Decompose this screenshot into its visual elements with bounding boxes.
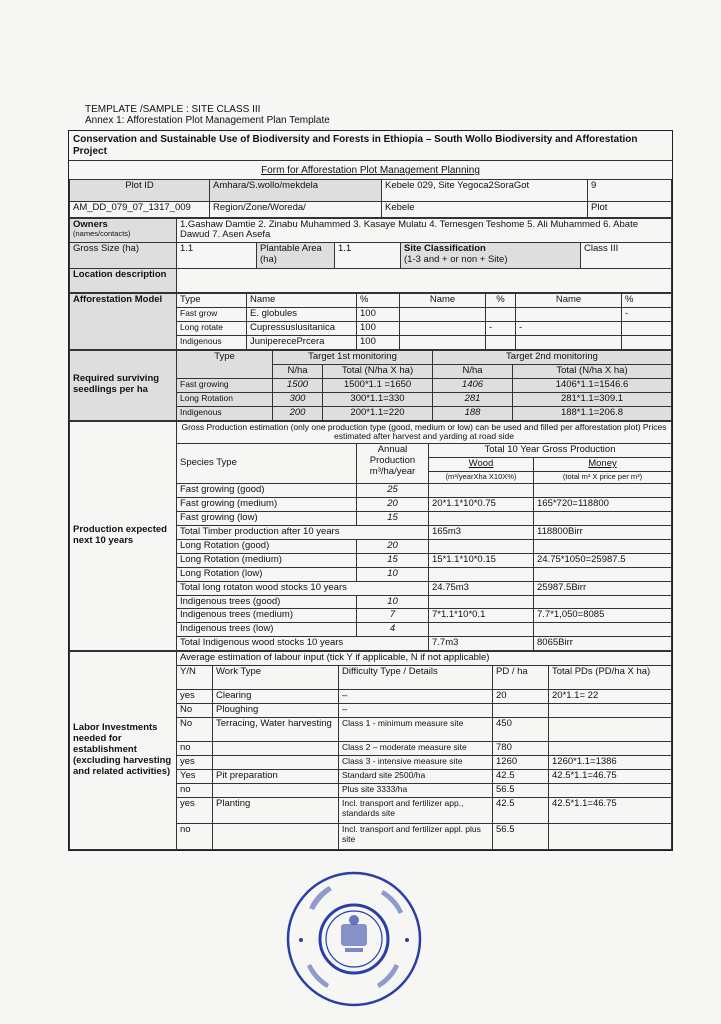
seedling-n1: 300 [273, 392, 323, 406]
region-label: Region/Zone/Woreda/ [210, 201, 382, 217]
production-row-money [534, 567, 672, 581]
labor-header-pd: PD / ha [493, 666, 549, 690]
seedling-t2: 281*1.1=309.1 [513, 392, 672, 406]
labor-diff: – [339, 704, 493, 718]
labor-work: Terracing, Water harvesting [213, 718, 339, 742]
seedling-n2: 1406 [433, 378, 513, 392]
labor-diff: Incl. transport and fertilizer appl. plus site [339, 823, 493, 849]
site-class-label: Site Classification [404, 243, 486, 255]
seedling-t1: 200*1.1=220 [323, 406, 433, 420]
official-stamp [283, 868, 425, 1010]
region-value: Amhara/S.wollo/mekdela [210, 179, 382, 201]
money-header: Money [534, 458, 672, 472]
production-total-name: Total Indigenous wood stocks 10 years [177, 637, 429, 651]
model-row-cell: - [516, 322, 622, 336]
owners-value: 1.Gashaw Damtie 2. Zinabu Muhammed 3. Kasaye Mulatu 4. Temesgen Teshome 5. Ali Muhammed 6. Abate Dawud 7. Asen Asefa [177, 218, 672, 243]
model-row-cell: - [486, 322, 516, 336]
production-total-money: 118800Birr [534, 525, 672, 539]
owners-sublabel: (names/contacts) [73, 229, 131, 239]
production-row-annual: 4 [357, 623, 429, 637]
plot-label: Plot [588, 201, 672, 217]
labor-header-total: Total PDs (PD/ha X ha) [549, 666, 672, 690]
model-header-type: Type [177, 294, 247, 308]
labor-diff: Standard site 2500/ha [339, 769, 493, 783]
model-row-cell [486, 308, 516, 322]
afforestation-model-label: Afforestation Model [70, 294, 177, 350]
nha-header: N/ha [273, 364, 323, 378]
labor-yn: Yes [177, 769, 213, 783]
labor-header-diff: Difficulty Type / Details [339, 666, 493, 690]
labor-diff: – [339, 690, 493, 704]
production-row-annual: 10 [357, 567, 429, 581]
plot-value: 9 [588, 179, 672, 201]
gross-size-value: 1.1 [177, 243, 257, 269]
labor-diff: Incl. transport and fertilizer app., standards site [339, 797, 493, 823]
seedling-t1: 1500*1.1 =1650 [323, 378, 433, 392]
labor-work [213, 742, 339, 756]
production-row-money: 165*720=118800 [534, 497, 672, 511]
production-row-name: Indigenous trees (low) [177, 623, 357, 637]
model-row-name: E. globules [247, 308, 357, 322]
labor-total [549, 704, 672, 718]
labor-diff: Class 2 – moderate measure site [339, 742, 493, 756]
labor-pd: 780 [493, 742, 549, 756]
location-label: Location description [70, 269, 177, 293]
production-row-money [534, 511, 672, 525]
production-row-name: Long Rotation (good) [177, 539, 357, 553]
labor-work: Ploughing [213, 704, 339, 718]
seedling-n1: 1500 [273, 378, 323, 392]
model-row-type: Long rotate [177, 322, 247, 336]
seedling-t2: 188*1.1=206.8 [513, 406, 672, 420]
labor-total: 1260*1.1=1386 [549, 756, 672, 770]
production-row-name: Indigenous trees (medium) [177, 609, 357, 623]
labor-header-work: Work Type [213, 666, 339, 690]
target1-header: Target 1st monitoring [273, 351, 433, 365]
labor-table [69, 651, 672, 849]
production-row-money [534, 595, 672, 609]
labor-total [549, 783, 672, 797]
production-total-name: Total long rotaton wood stocks 10 years [177, 581, 429, 595]
plantable-label: Plantable Area (ha) [257, 243, 335, 269]
model-row-cell [400, 322, 486, 336]
model-row-type: Indigenous [177, 336, 247, 350]
template-header: TEMPLATE /SAMPLE : SITE CLASS III [85, 104, 261, 115]
total10-header: Total 10 Year Gross Production [429, 444, 672, 458]
labor-work: Planting [213, 797, 339, 823]
form-title: Form for Afforestation Plot Management Planning [261, 165, 480, 176]
model-row-cell [400, 336, 486, 350]
model-row-type: Fast grow [177, 308, 247, 322]
production-row-annual: 15 [357, 511, 429, 525]
production-row-annual: 20 [357, 539, 429, 553]
model-row-cell [400, 308, 486, 322]
labor-total [549, 742, 672, 756]
production-total-wood: 24.75m3 [429, 581, 534, 595]
target2-header: Target 2nd monitoring [433, 351, 672, 365]
labor-work [213, 783, 339, 797]
labor-work: Clearing [213, 690, 339, 704]
total2-header: Total (N/ha X ha) [513, 364, 672, 378]
production-row-annual: 7 [357, 609, 429, 623]
seedling-type: Indigenous [177, 406, 273, 420]
production-total-name: Total Timber production after 10 years [177, 525, 429, 539]
owners-label-cell [70, 218, 177, 243]
plantable-value: 1.1 [335, 243, 401, 269]
production-total-wood: 7.7m3 [429, 637, 534, 651]
labor-yn: yes [177, 797, 213, 823]
seedling-type: Fast growing [177, 378, 273, 392]
labor-pd: 20 [493, 690, 549, 704]
production-row-wood: 7*1.1*10*0.1 [429, 609, 534, 623]
production-row-money [534, 539, 672, 553]
labor-diff: Plus site 3333/ha [339, 783, 493, 797]
plot-id-value: AM_DD_079_07_1317_009 [70, 201, 210, 217]
model-row-name: JuniperecePrcera [247, 336, 357, 350]
seedlings-table [69, 350, 672, 421]
labor-yn: No [177, 718, 213, 742]
production-total-money: 8065Birr [534, 637, 672, 651]
production-row-wood [429, 623, 534, 637]
seedling-t2: 1406*1.1=1546.6 [513, 378, 672, 392]
labor-diff: Class 3 - intensive measure site [339, 756, 493, 770]
labor-yn: yes [177, 690, 213, 704]
production-row-wood: 20*1.1*10*0.75 [429, 497, 534, 511]
model-header-pct-3: % [622, 294, 672, 308]
annex-title: Annex 1: Afforestation Plot Management Plan Template [85, 115, 330, 126]
seedling-n1: 200 [273, 406, 323, 420]
production-row-wood: 15*1.1*10*0.15 [429, 553, 534, 567]
labor-yn: no [177, 783, 213, 797]
model-row-pct: 100 [357, 322, 400, 336]
model-header-pct-2: % [486, 294, 516, 308]
labor-yn: no [177, 823, 213, 849]
production-row-name: Fast growing (medium) [177, 497, 357, 511]
production-row-wood [429, 595, 534, 609]
model-header-name-2: Name [400, 294, 486, 308]
production-row-wood [429, 484, 534, 498]
wood-header: Wood [429, 458, 534, 472]
production-row-wood [429, 539, 534, 553]
plot-id-label: Plot ID [70, 179, 210, 201]
labor-pd: 450 [493, 718, 549, 742]
labor-work: Pit preparation [213, 769, 339, 783]
model-row-cell [622, 336, 672, 350]
production-table [69, 421, 672, 652]
labor-work [213, 823, 339, 849]
labor-label: Labor Investments needed for establishment (excluding harvesting and related activities) [70, 652, 177, 849]
production-row-name: Long Rotation (medium) [177, 553, 357, 567]
labor-yn: no [177, 742, 213, 756]
wood-subheader: (m³/yearXha X10X%) [429, 472, 534, 484]
labor-pd: 42.5 [493, 797, 549, 823]
production-row-money [534, 484, 672, 498]
model-row-cell [516, 308, 622, 322]
model-row-cell [622, 322, 672, 336]
labor-total: 42.5*1.1=46.75 [549, 797, 672, 823]
labor-header-yn: Y/N [177, 666, 213, 690]
seedling-n2: 188 [433, 406, 513, 420]
labor-total: 20*1.1= 22 [549, 690, 672, 704]
model-header-name: Name [247, 294, 357, 308]
seedling-t1: 300*1.1=330 [323, 392, 433, 406]
kebele-value: Kebele 029, Site Yegoca2SoraGot [382, 179, 588, 201]
production-row-name: Indigenous trees (good) [177, 595, 357, 609]
labor-total: 42.5*1.1=46.75 [549, 769, 672, 783]
labor-pd: 42.5 [493, 769, 549, 783]
model-row-pct: 100 [357, 308, 400, 322]
kebele-label: Kebele [382, 201, 588, 217]
labor-total [549, 718, 672, 742]
project-title: Conservation and Sustainable Use of Biodiversity and Forests in Ethiopia – South Wollo Biodiversity and Afforestation Project [69, 131, 672, 161]
production-intro: Gross Production estimation (only one production type (good, medium or low) can be used and filled per afforestation plot) Prices estimated after harvest and yarding at road side [177, 421, 672, 444]
labor-intro: Average estimation of labour input (tick Y if applicable, N if not applicable) [177, 652, 672, 666]
labor-work [213, 756, 339, 770]
production-row-wood [429, 511, 534, 525]
labor-yn: No [177, 704, 213, 718]
seedlings-type-header: Type [177, 351, 273, 379]
money-subheader: (total m³ X price per m³) [534, 472, 672, 484]
site-class-cell [401, 243, 581, 269]
model-header-name-3: Name [516, 294, 622, 308]
labor-yn: yes [177, 756, 213, 770]
labor-diff: Class 1 - minimum measure site [339, 718, 493, 742]
production-row-annual: 20 [357, 497, 429, 511]
model-row-cell: - [622, 308, 672, 322]
location-value [177, 269, 672, 293]
production-row-annual: 10 [357, 595, 429, 609]
gross-size-label: Gross Size (ha) [70, 243, 177, 269]
seedling-n2: 281 [433, 392, 513, 406]
production-row-name: Fast growing (good) [177, 484, 357, 498]
seedling-type: Long Rotation [177, 392, 273, 406]
model-row-cell [486, 336, 516, 350]
plan-form [68, 130, 673, 851]
model-header-pct: % [357, 294, 400, 308]
production-row-money [534, 623, 672, 637]
labor-pd: 1260 [493, 756, 549, 770]
production-total-money: 25987.5Birr [534, 581, 672, 595]
model-row-cell [516, 336, 622, 350]
production-row-annual: 15 [357, 553, 429, 567]
labor-pd: 56.5 [493, 783, 549, 797]
nha2-header: N/ha [433, 364, 513, 378]
plot-id-table [69, 179, 672, 218]
site-class-value: Class III [581, 243, 672, 269]
species-type-header: Species Type [177, 444, 357, 484]
labor-pd [493, 704, 549, 718]
model-row-name: Cupressuslusitanica [247, 322, 357, 336]
production-row-annual: 25 [357, 484, 429, 498]
production-label: Production expected next 10 years [70, 421, 177, 651]
production-row-wood [429, 567, 534, 581]
site-class-hint: (1-3 and + or non + Site) [404, 254, 508, 266]
owner-table [69, 218, 672, 294]
production-row-money: 7.7*1,050=8085 [534, 609, 672, 623]
annual-header: Annual Production m³/ha/year [357, 444, 429, 484]
owners-label: Owners [73, 218, 108, 230]
production-row-name: Fast growing (low) [177, 511, 357, 525]
afforestation-model-table [69, 293, 672, 350]
production-row-money: 24.75*1050=25987.5 [534, 553, 672, 567]
seedlings-label: Required surviving seedlings per ha [70, 351, 177, 421]
total1-header: Total (N/ha X ha) [323, 364, 433, 378]
production-total-wood: 165m3 [429, 525, 534, 539]
labor-total [549, 823, 672, 849]
labor-pd: 56.5 [493, 823, 549, 849]
model-row-pct: 100 [357, 336, 400, 350]
production-row-name: Long Rotation (low) [177, 567, 357, 581]
